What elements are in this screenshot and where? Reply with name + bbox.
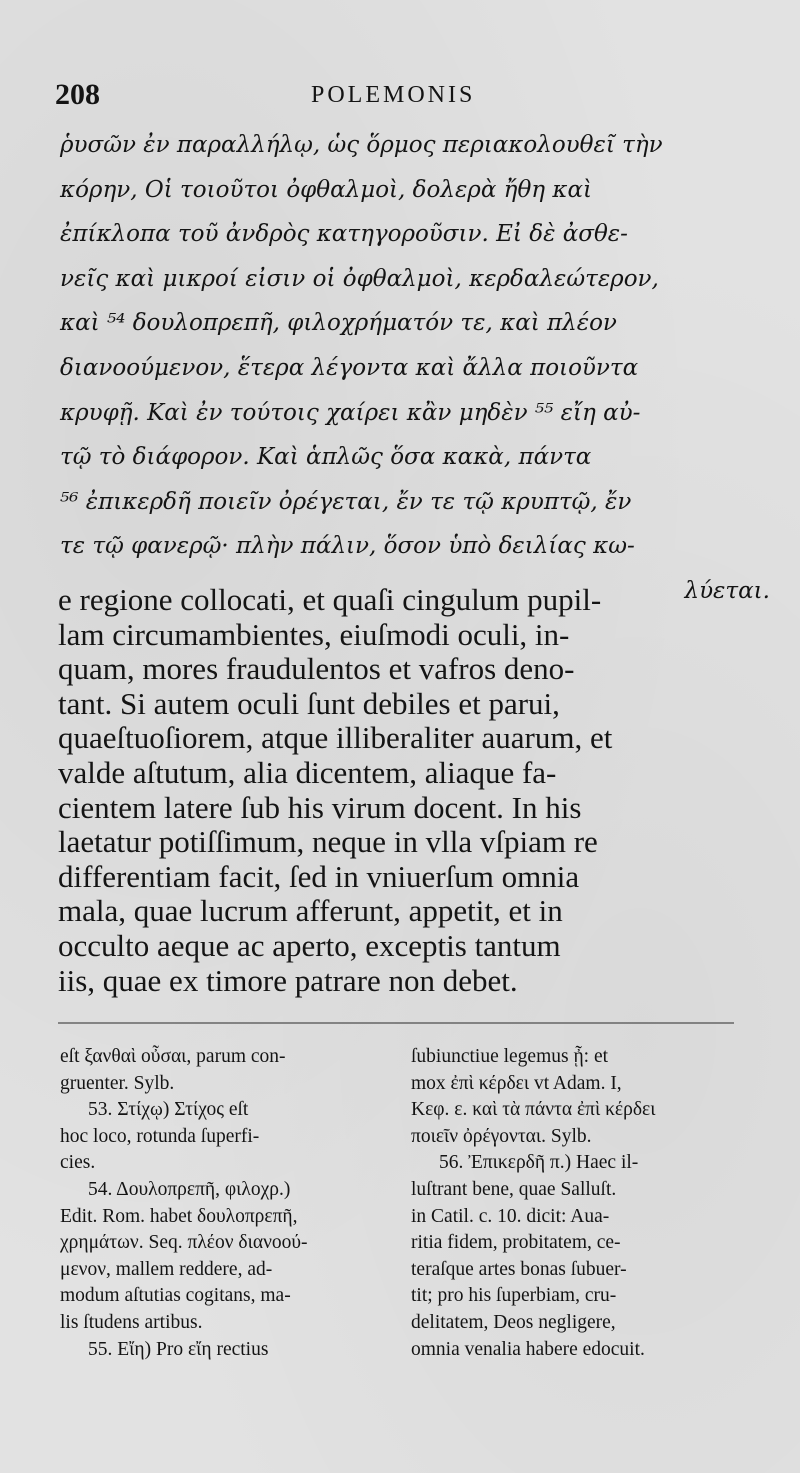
page-number: 208 bbox=[55, 78, 100, 111]
footnote-line: lis ſtudens artibus. bbox=[60, 1311, 203, 1333]
footnotes-left-column bbox=[60, 1044, 385, 1363]
greek-line: ⁵⁶ ἐπικερδῆ ποιεῖν ὀρέγεται, ἔν τε τῷ κρυπτῷ, ἔν bbox=[60, 488, 632, 515]
latin-translation-block bbox=[58, 583, 734, 998]
greek-line: τῷ τὸ διάφορον. Καὶ ἁπλῶς ὅσα κακὰ, πάντα bbox=[60, 444, 592, 471]
footnote-line: modum aſtutias cogitans, ma- bbox=[60, 1285, 291, 1307]
latin-line: iis, quae ex timore patrare non debet. bbox=[58, 962, 518, 998]
footnote-line: Edit. Rom. habet δουλοπρεπῆ, bbox=[60, 1205, 298, 1227]
greek-line: ἐπίκλοπα τοῦ ἀνδρὸς κατηγοροῦσιν. Εἰ δὲ ἀσθε- bbox=[60, 221, 628, 248]
latin-line: e regione collocati, et quaſi cingulum pupil- bbox=[58, 582, 602, 617]
footnote-line: ſubiunctiue legemus ᾖ: et bbox=[411, 1046, 609, 1067]
footnote-line: ritia fidem, probitatem, ce- bbox=[411, 1232, 621, 1254]
footnote-line: omnia venalia habere edocuit. bbox=[411, 1338, 645, 1360]
latin-line: valde aſtutum, alia dicentem, aliaque fa- bbox=[58, 754, 557, 790]
latin-line: mala, quae lucrum afferunt, appetit, et in bbox=[58, 893, 563, 929]
footnote-line: 56. Ἐπικερδῆ π.) Haec il- bbox=[439, 1152, 639, 1174]
footnote-line: eſt ξανθαὶ οὖσαι, parum con- bbox=[60, 1046, 286, 1067]
footnote-divider bbox=[58, 1022, 734, 1024]
page-header bbox=[55, 78, 755, 118]
greek-line: νεῖς καὶ μικροί εἰσιν οἱ ὀφθαλμοὶ, κερδαλεώτερον, bbox=[60, 265, 659, 292]
latin-line: lam circumambientes, eiuſmodi oculi, in- bbox=[58, 616, 570, 652]
footnote-line: in Catil. c. 10. dicit: Aua- bbox=[411, 1205, 610, 1227]
latin-line: occulto aeque ac aperto, exceptis tantum bbox=[58, 927, 561, 963]
greek-line: λύεται. bbox=[684, 577, 770, 604]
footnote-line: 53. Στίχῳ) Στίχος eſt bbox=[88, 1099, 249, 1121]
footnote-line: luſtrant bene, quae Salluſt. bbox=[411, 1178, 617, 1200]
greek-text-block bbox=[60, 123, 770, 614]
latin-line: quam, mores fraudulentos et vafros deno- bbox=[58, 651, 575, 687]
footnote-line: gruenter. Sylb. bbox=[60, 1072, 175, 1094]
footnote-line: χρημάτων. Seq. πλέον διανοού- bbox=[60, 1232, 308, 1254]
latin-line: tant. Si autem oculi ſunt debiles et parui, bbox=[58, 685, 560, 721]
greek-line: διανοούμενον, ἕτερα λέγοντα καὶ ἄλλα ποιοῦντα bbox=[60, 354, 639, 381]
running-title: POLEMONIS bbox=[311, 82, 476, 108]
footnotes-right-column bbox=[411, 1044, 736, 1363]
greek-line: κρυφῇ. Καὶ ἐν τούτοις χαίρει κἂν μηδὲν ⁵⁵ εἴη αὐ- bbox=[60, 399, 641, 426]
latin-line: quaeſtuoſiorem, atque illiberaliter auarum, et bbox=[58, 720, 613, 756]
footnote-line: 55. Εἴη) Pro εἴη rectius bbox=[88, 1338, 269, 1360]
latin-line: differentiam facit, ſed in vniuerſum omnia bbox=[58, 858, 580, 894]
footnote-line: 54. Δουλοπρεπῆ, φιλοχρ.) bbox=[88, 1178, 291, 1200]
footnote-line: μενον, mallem reddere, ad- bbox=[60, 1258, 273, 1280]
footnote-line: teraſque artes bonas ſubuer- bbox=[411, 1258, 627, 1280]
footnote-line: cies. bbox=[60, 1152, 96, 1174]
footnote-line: mox ἐπὶ κέρδει vt Adam. I, bbox=[411, 1072, 622, 1094]
greek-line: κόρην, Οἱ τοιοῦτοι ὀφθαλμοὶ, δολερὰ ἤθη καὶ bbox=[60, 176, 593, 203]
greek-line: καὶ ⁵⁴ δουλοπρεπῆ, φιλοχρήματόν τε, καὶ πλέον bbox=[60, 310, 617, 337]
footnote-line: hoc loco, rotunda ſuperfi- bbox=[60, 1125, 260, 1147]
greek-line: τε τῷ φανερῷ· πλὴν πάλιν, ὅσον ὑπὸ δειλίας κω- bbox=[60, 533, 635, 560]
latin-line: cientem latere ſub his virum docent. In his bbox=[58, 789, 582, 825]
footnote-line: tit; pro his ſuperbiam, cru- bbox=[411, 1285, 617, 1307]
footnote-line: ποιεῖν ὀρέγονται. Sylb. bbox=[411, 1125, 592, 1147]
greek-line: ῥυσῶν ἐν παραλλήλῳ, ὡς ὅρμος περιακολουθεῖ τὴν bbox=[60, 132, 663, 158]
footnote-line: Κεφ. ε. καὶ τὰ πάντα ἐπὶ κέρδει bbox=[411, 1099, 656, 1121]
latin-line: laetatur potiſſimum, neque in vlla vſpiam re bbox=[58, 824, 598, 860]
footnote-line: delitatem, Deos negligere, bbox=[411, 1311, 616, 1333]
